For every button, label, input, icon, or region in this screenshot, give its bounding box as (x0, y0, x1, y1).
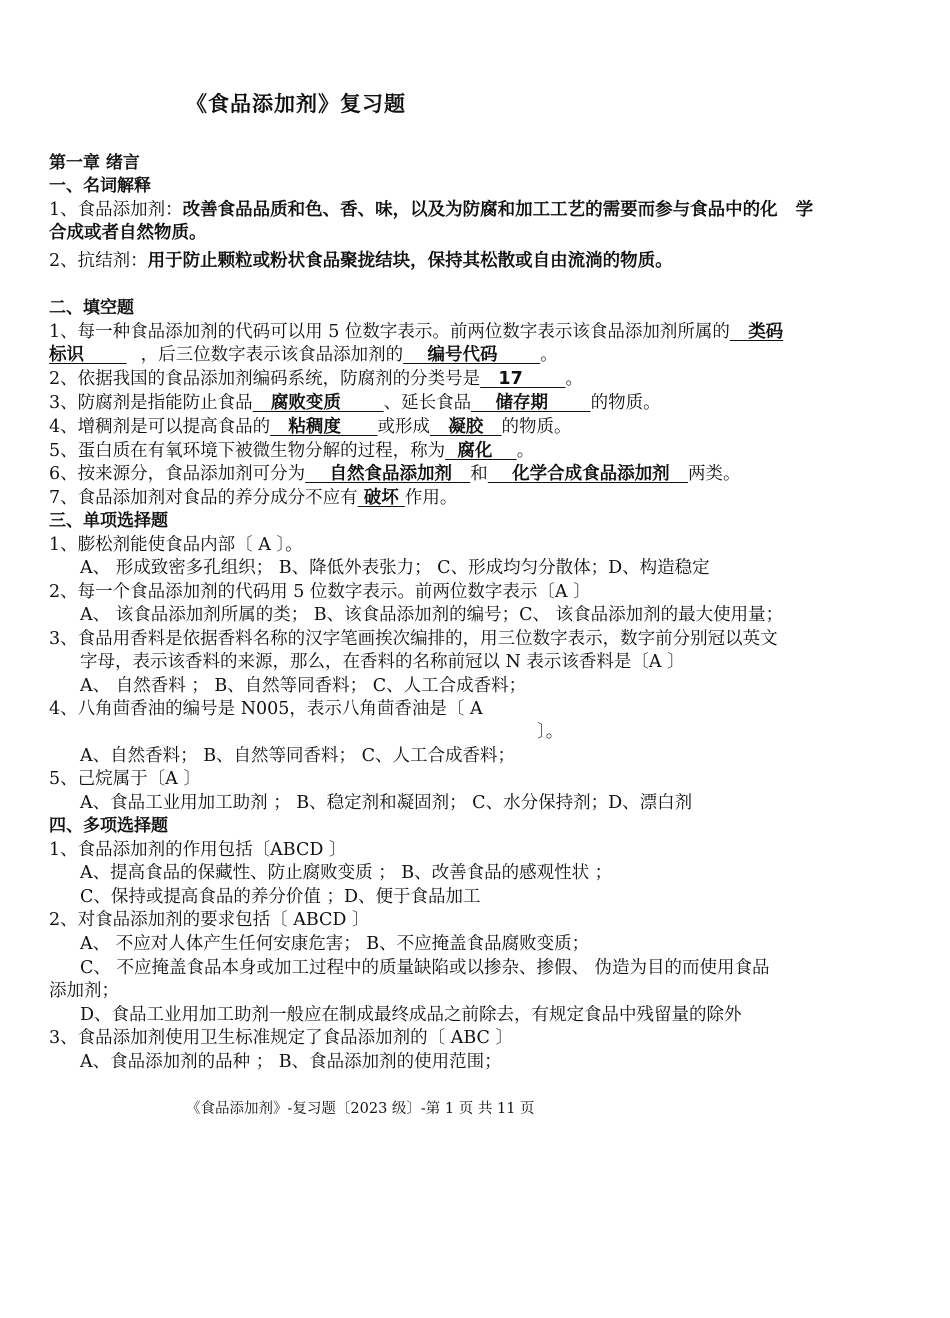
section-heading-single-choice: 三、单项选择题 (49, 511, 168, 531)
fill-question-1: 1、每一种食品添加剂的代码可以用 5 位数字表示。前两位数字表示该食品添加剂所属的 类码 (49, 322, 784, 342)
definition-1-cont: 合成或者自然物质。 (49, 223, 207, 243)
page-footer: 《食品添加剂》-复习题〔2023 级〕-第 1 页 共 11 页 (186, 1101, 535, 1117)
fill-answer: 腐败变质 (270, 393, 341, 413)
single-question-3-options: A、 自然香料 ； B、自然等同香料； C、人工合成香料； (80, 676, 527, 696)
page-title: 《食品添加剂》复习题 (186, 92, 406, 116)
section-heading-definitions: 一、名词解释 (49, 176, 151, 196)
multi-question-3: 3、食品添加剂使用卫生标准规定了食品添加剂的〔 ABC 〕 (49, 1028, 513, 1048)
single-question-3-cont: 字母，表示该香料的来源，那么，在香料的名称前冠以 N 表示该香料是〔A 〕 (80, 652, 685, 672)
section-heading-multi-choice: 四、多项选择题 (49, 816, 168, 836)
fill-answer: 凝胶 (448, 417, 484, 437)
multi-question-2-option-c: C、 不应掩盖食品本身或加工过程中的质量缺陷或以掺杂、掺假、 伪造为目的而使用食品 (80, 958, 770, 978)
single-question-3: 3、食品用香料是依据香料名称的汉字笔画挨次编排的，用三位数字表示，数字前分别冠以英文 (49, 629, 778, 649)
single-question-4-cont: 〕。 (537, 722, 564, 742)
fill-answer: 腐化 (457, 441, 493, 461)
single-question-4-options: A、自然香料； B、自然等同香料； C、人工合成香料； (80, 746, 516, 766)
definition-1 (49, 199, 813, 222)
fill-answer: 储存期 (495, 393, 548, 413)
fill-answer: 化学合成食品添加剂 (512, 464, 670, 484)
single-question-2-options: A、 该食品添加剂所属的类； B、该食品添加剂的编号；C、 该食品添加剂的最大使用量； (80, 605, 784, 625)
single-question-1: 1、膨松剂能使食品内部〔 A 〕。 (49, 535, 303, 555)
multi-question-1-options-b: C、保持或提高食品的养分价值 ；D、便于食品加工 (80, 887, 481, 907)
multi-question-1: 1、食品添加剂的作用包括〔ABCD 〕 (49, 840, 347, 860)
multi-question-1-options: A、提高食品的保藏性、防止腐败变质 ； B、改善食品的感观性状 ； (80, 863, 613, 883)
fill-question-4: 4、增稠剂是可以提高食品的 粘稠度 或形成 凝胶 的物质。 (49, 417, 572, 437)
definition-answer: 用于防止颗粒或粉状食品聚拢结块，保持其松散或自由流淌的物质。 (147, 251, 673, 271)
fill-answer: 粘稠度 (288, 417, 341, 437)
fill-answer: 类码 (748, 322, 784, 342)
definition-2 (49, 250, 673, 273)
multi-question-2: 2、对食品添加剂的要求包括〔 ABCD 〕 (49, 910, 370, 930)
multi-question-2-option-d: D、食品工业用加工助剂一般应在制成最终成品之前除去，有规定食品中残留量的除外 (80, 1005, 742, 1025)
single-question-2: 2、每一个食品添加剂的代码用 5 位数字表示。前两位数字表示〔A 〕 (49, 582, 591, 602)
fill-question-1-cont: 标识 ，后三位数字表示该食品添加剂的 编号代码 。 (49, 345, 558, 365)
multi-question-2-option-a: A、 不应对人体产生任何安康危害； B、不应掩盖食品腐败变质； (80, 934, 590, 954)
fill-answer: 标识 (49, 345, 84, 365)
fill-question-7: 7、食品添加剂对食品的养分成分不应有 破坏 作用。 (49, 488, 458, 508)
single-question-5-options: A、食品工业用加工助剂 ； B、稳定剂和凝固剂； C、水分保持剂；D、漂白剂 (80, 793, 693, 813)
single-question-5: 5、己烷属于〔A 〕 (49, 769, 201, 789)
fill-answer: 破坏 (363, 488, 399, 508)
section-heading-fill-blank: 二、填空题 (49, 298, 134, 318)
chapter-heading: 第一章 绪言 (49, 153, 140, 173)
definition-answer: 改善食品品质和色、香、味，以及为防腐和加工工艺的需要而参与食品中的化 (182, 200, 778, 220)
fill-question-3: 3、防腐剂是指能防止食品 腐败变质 、延长食品 储存期 的物质。 (49, 393, 661, 413)
definition-answer: 学 (795, 200, 814, 220)
single-question-1-options: A、 形成致密多孔组织； B、降低外表张力； C、形成均匀分散体；D、构造稳定 (80, 558, 710, 578)
fill-answer: 编号代码 (427, 345, 498, 365)
fill-answer: 自然食品添加剂 (329, 464, 453, 484)
multi-question-3-options: A、食品添加剂的品种 ； B、食品添加剂的使用范围； (80, 1052, 502, 1072)
definition-term: 1、食品添加剂： (49, 200, 183, 220)
definition-term: 2、抗结剂： (49, 251, 148, 271)
multi-question-2-option-c-cont: 添加剂； (49, 981, 119, 1001)
fill-question-6: 6、按来源分，食品添加剂可分为 自然食品添加剂 和 化学合成食品添加剂 两类。 (49, 464, 741, 484)
fill-question-2: 2、依据我国的食品添加剂编码系统，防腐剂的分类号是 17 。 (49, 369, 583, 389)
single-question-4: 4、八角茴香油的编号是 N005，表示八角茴香油是〔 A (49, 699, 483, 719)
fill-answer: 17 (498, 369, 523, 389)
fill-question-5: 5、蛋白质在有氧环境下被微生物分解的过程，称为 腐化 。 (49, 441, 535, 461)
